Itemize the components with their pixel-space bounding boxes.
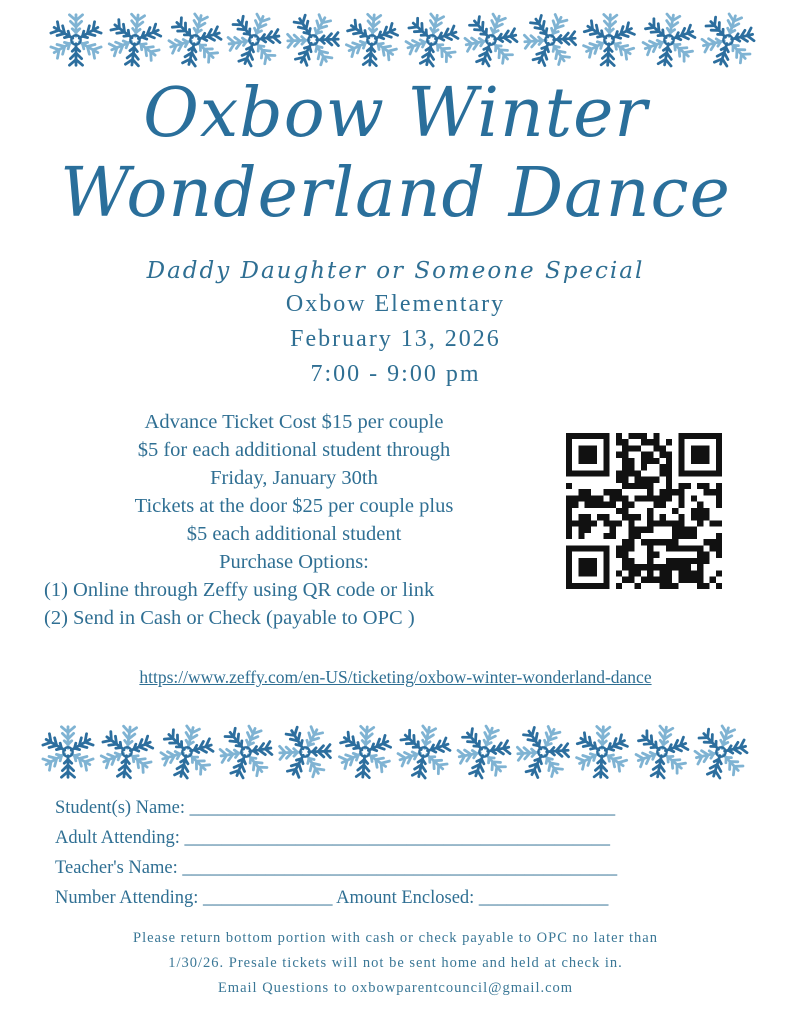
ticket-info <box>44 408 544 632</box>
title-line-2: Wonderland Dance <box>60 154 731 233</box>
amount-enclosed: Amount Enclosed: ______________ <box>336 888 609 908</box>
snowflake-icon <box>159 724 215 780</box>
number-attending-field <box>55 888 608 909</box>
snowflake-icon <box>226 12 282 68</box>
qr-code-icon[interactable] <box>566 433 722 589</box>
snowflake-icon <box>277 724 333 780</box>
number-attending: Number Attending: ______________ <box>55 888 333 908</box>
snowflake-icon <box>641 12 697 68</box>
snowflake-icon <box>700 12 756 68</box>
teacher-name-field: Teacher's Name: _______________________________________________ <box>55 858 618 878</box>
snowflake-icon <box>344 12 400 68</box>
snowflake-icon <box>404 12 460 68</box>
snowflake-icon <box>574 724 630 780</box>
snowflake-icon <box>463 12 519 68</box>
subtitle: Daddy Daughter or Someone Special <box>146 258 645 284</box>
school-name: Oxbow Elementary <box>285 291 506 317</box>
snowflake-icon <box>99 724 155 780</box>
snowflake-icon <box>40 724 96 780</box>
snowflake-row-top <box>0 12 791 68</box>
snowflake-icon <box>522 12 578 68</box>
adult-attending-field: Adult Attending: ______________________________________________ <box>55 828 610 848</box>
snowflake-icon <box>396 724 452 780</box>
event-date: February 13, 2026 <box>290 326 501 352</box>
title-line-1: Oxbow Winter <box>143 74 648 153</box>
footer-email: Email Questions to oxbowparentcouncil@gmail.com <box>217 980 574 996</box>
event-time: 7:00 - 9:00 pm <box>310 361 481 387</box>
ticket-line: $5 each additional student <box>186 523 402 545</box>
ticket-line: Advance Ticket Cost $15 per couple <box>144 411 444 433</box>
snowflake-icon <box>693 724 749 780</box>
snowflake-icon <box>634 724 690 780</box>
ticket-line: Friday, January 30th <box>210 467 378 489</box>
snowflake-icon <box>285 12 341 68</box>
purchase-option-1: (1) Online through Zeffy using QR code or link <box>44 579 435 601</box>
ticket-link[interactable]: https://www.zeffy.com/en-US/ticketing/oxbow-winter-wonderland-dance <box>139 667 652 687</box>
ticket-line: Purchase Options: <box>219 551 369 573</box>
purchase-option-2: (2) Send in Cash or Check (payable to OPC ) <box>44 607 415 629</box>
footer-line-2: 1/30/26. Presale tickets will not be sent home and held at check in. <box>168 955 623 971</box>
snowflake-icon <box>581 12 637 68</box>
snowflake-icon <box>515 724 571 780</box>
ticket-line: Tickets at the door $25 per couple plus <box>134 495 454 517</box>
snowflake-icon <box>456 724 512 780</box>
snowflake-row-bottom <box>0 724 791 780</box>
ticket-line: $5 for each additional student through <box>137 439 451 461</box>
snowflake-icon <box>48 12 104 68</box>
footer-line-1: Please return bottom portion with cash or check payable to OPC no later than <box>133 930 658 946</box>
student-name-field: Student(s) Name: ______________________________________________ <box>55 798 616 818</box>
snowflake-icon <box>107 12 163 68</box>
snowflake-icon <box>337 724 393 780</box>
snowflake-icon <box>167 12 223 68</box>
snowflake-icon <box>218 724 274 780</box>
